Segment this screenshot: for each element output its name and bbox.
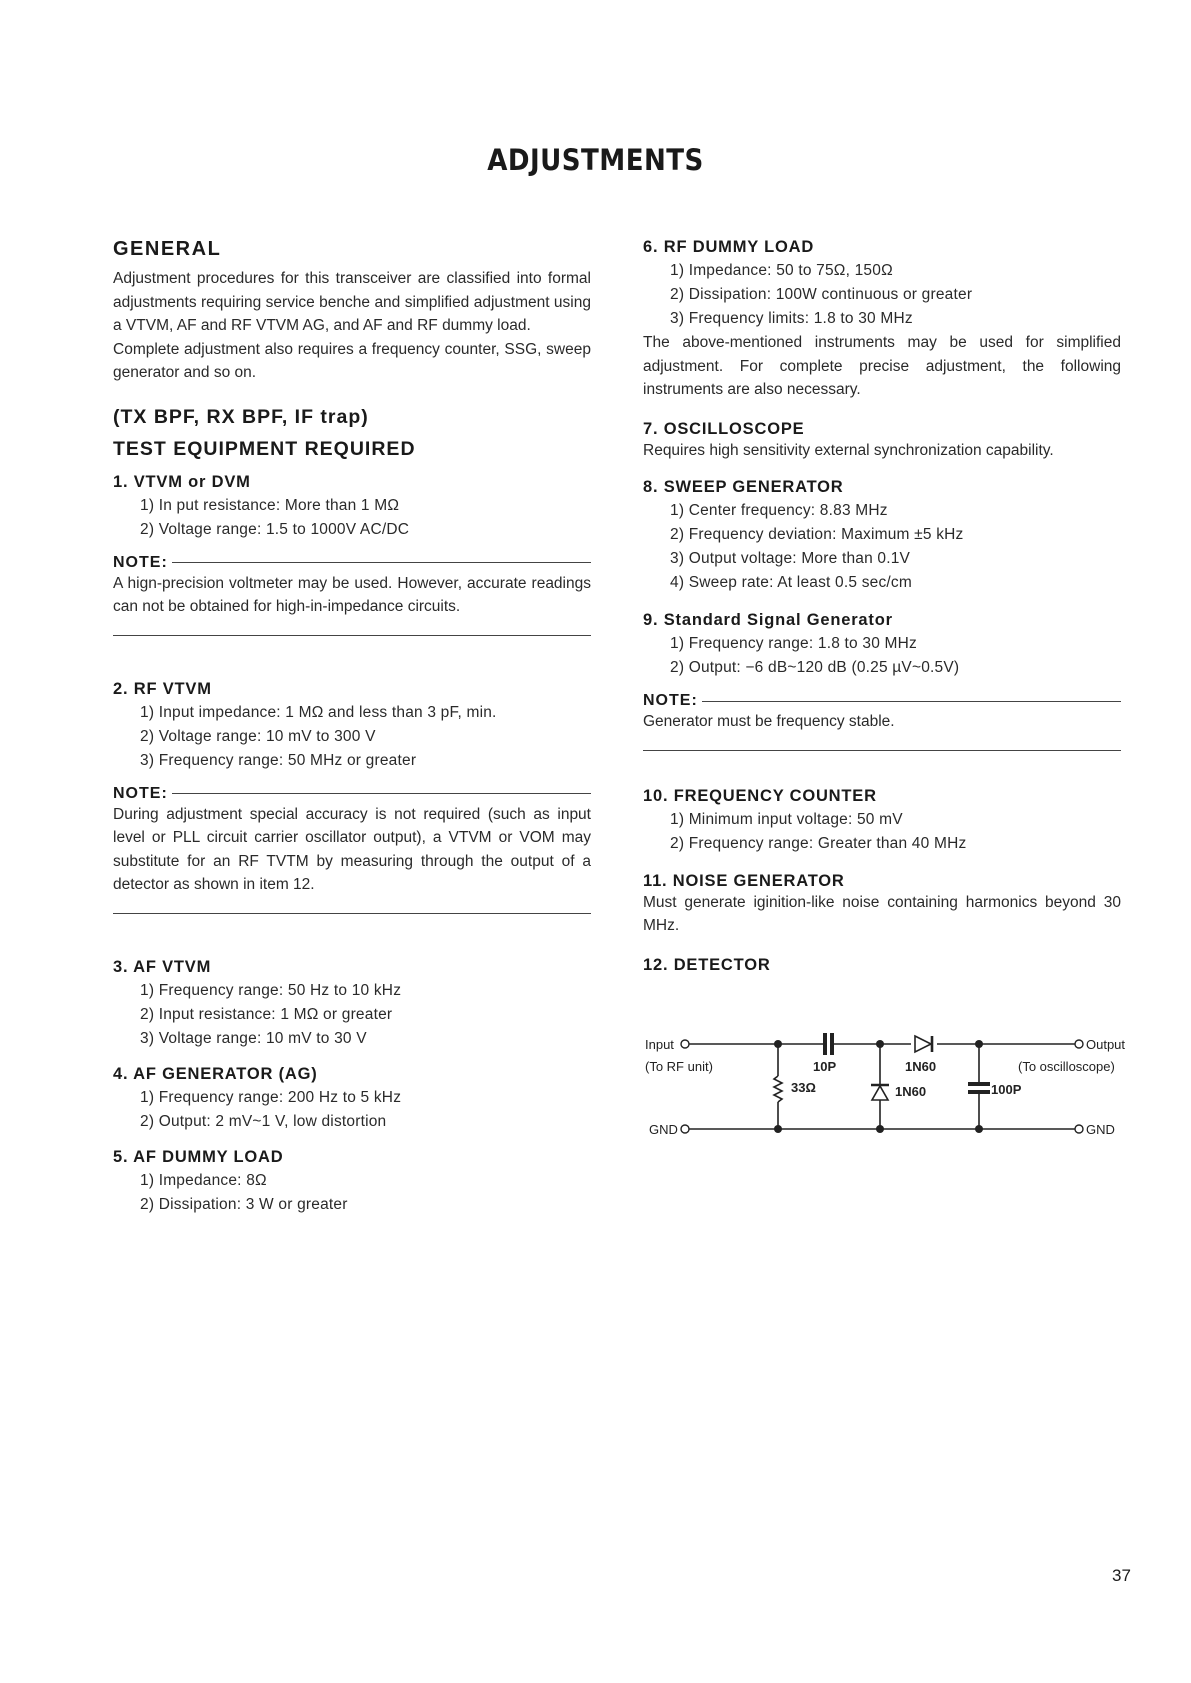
page-title: ADJUSTMENTS — [487, 143, 704, 177]
section-detector — [643, 956, 1121, 975]
note-end-rule — [113, 913, 591, 914]
output-terminal-icon — [1075, 1040, 1083, 1048]
resistor-label: 33Ω — [791, 1080, 816, 1095]
output-label: Output — [1086, 1037, 1126, 1052]
section-af-generator — [113, 1065, 591, 1134]
spec-item: 1) Impedance: 8Ω — [140, 1171, 267, 1189]
diode-shunt-icon — [871, 1085, 889, 1100]
spec-item: 2) Frequency deviation: Maximum ±5 kHz — [670, 526, 964, 543]
spec-item: 3) Voltage range: 10 mV to 30 V — [140, 1029, 367, 1047]
spec-item: 2) Output: 2 mV~1 V, low distortion — [140, 1112, 387, 1130]
spec-item: 1) Input impedance: 1 MΩ and less than 3 pF, min. — [140, 703, 497, 721]
note-label: NOTE: — [113, 784, 168, 802]
note-label: NOTE: — [113, 553, 168, 571]
spec-item: 2) Output: −6 dB~120 dB (0.25 µV~0.5V) — [670, 659, 960, 676]
general-paragraph-2: Complete adjustment also requires a frequency counter, SSG, sweep generator and so on. — [113, 340, 591, 381]
test-equipment-heading: TEST EQUIPMENT REQUIRED — [113, 437, 416, 460]
section-heading: 11. NOISE GENERATOR — [643, 871, 845, 890]
note-text: Generator must be frequency stable. — [643, 713, 895, 730]
section-oscilloscope — [643, 420, 1121, 463]
input-terminal-icon — [681, 1040, 689, 1048]
note-divider — [113, 785, 591, 803]
spec-item: 2) Frequency range: Greater than 40 MHz — [670, 834, 967, 852]
page-number: 37 — [1112, 1566, 1131, 1585]
diode-shunt-label: 1N60 — [895, 1084, 927, 1099]
section-frequency-counter — [643, 787, 1121, 856]
section-heading: 8. SWEEP GENERATOR — [643, 478, 844, 496]
section-text: Requires high sensitivity external synchronization capability. — [643, 441, 1054, 459]
section-heading: 5. AF DUMMY LOAD — [113, 1147, 284, 1166]
diode-series-label: 1N60 — [905, 1059, 937, 1074]
note-end-rule — [113, 635, 591, 636]
left-column — [113, 238, 591, 1217]
spec-item: 3) Output voltage: More than 0.1V — [670, 550, 911, 567]
note-rule — [172, 793, 591, 794]
section-noise-generator — [643, 872, 1121, 938]
spec-item: 2) Dissipation: 3 W or greater — [140, 1195, 348, 1213]
note-label: NOTE: — [643, 692, 698, 709]
spec-item: 1) Impedance: 50 to 75Ω, 150Ω — [670, 262, 893, 279]
cap2-label: 100P — [991, 1082, 1022, 1097]
general-heading: GENERAL — [113, 238, 222, 260]
section-heading: 4. AF GENERATOR (AG) — [113, 1064, 318, 1083]
section-heading: 10. FREQUENCY COUNTER — [643, 786, 877, 805]
instruments-paragraph: The above-mentioned instruments may be used for simplified adjustment. For complete precise adjustment, the following instruments are also necessary. — [643, 334, 1121, 398]
spec-item: 2) Dissipation: 100W continuous or greater — [670, 286, 973, 303]
input-sub-label: (To RF unit) — [645, 1059, 713, 1074]
spec-item: 2) Input resistance: 1 MΩ or greater — [140, 1005, 393, 1023]
diode-series-icon — [911, 1036, 937, 1052]
section-sweep-generator — [643, 478, 1121, 595]
gnd-terminal-icon — [681, 1125, 689, 1133]
section-heading: 9. Standard Signal Generator — [643, 611, 893, 629]
section-text: Must generate iginition-like noise containing harmonics beyond 30 MHz. — [643, 893, 1121, 934]
section-heading: 1. VTVM or DVM — [113, 472, 251, 491]
input-label: Input — [645, 1037, 674, 1052]
output-sub-label: (To oscilloscope) — [1018, 1059, 1115, 1074]
test-equipment-subtitle: (TX BPF, RX BPF, IF trap) — [113, 405, 369, 428]
section-heading: 2. RF VTVM — [113, 679, 212, 698]
spec-item: 1) Minimum input voltage: 50 mV — [670, 810, 903, 828]
spec-item: 2) Voltage range: 10 mV to 300 V — [140, 727, 376, 745]
gnd-left-label: GND — [649, 1122, 678, 1137]
section-heading: 3. AF VTVM — [113, 957, 212, 976]
note-text: A hign-precision voltmeter may be used. However, accurate readings can not be obtained for high-in-impedance circuits. — [113, 574, 591, 615]
capacitor-100p-icon — [968, 1082, 990, 1094]
section-heading: 6. RF DUMMY LOAD — [643, 238, 815, 256]
spec-item: 2) Voltage range: 1.5 to 1000V AC/DC — [140, 520, 410, 538]
gnd-right-label: GND — [1086, 1122, 1115, 1137]
spec-item: 3) Frequency limits: 1.8 to 30 MHz — [670, 310, 913, 327]
general-paragraph-1: Adjustment procedures for this transceiver are classified into formal adjustments requiring service benche and simplified adjustment using a VTVM, AF and RF VTVM AG, and AF and RF dummy load. — [113, 270, 591, 334]
spec-item: 3) Frequency range: 50 MHz or greater — [140, 751, 417, 769]
note-divider — [643, 692, 1121, 710]
section-heading: 7. OSCILLOSCOPE — [643, 419, 805, 438]
section-rf-dummy-load — [643, 238, 1121, 402]
capacitor-10p-icon — [823, 1033, 834, 1055]
section-vtvm-dvm — [113, 473, 591, 636]
section-rf-vtvm — [113, 680, 591, 914]
spec-item: 1) Frequency range: 200 Hz to 5 kHz — [140, 1088, 402, 1106]
spec-item: 1) Center frequency: 8.83 MHz — [670, 502, 888, 519]
note-rule — [172, 562, 591, 563]
note-end-rule — [643, 750, 1121, 751]
spec-item: 1) In put resistance: More than 1 MΩ — [140, 496, 400, 514]
spec-item: 4) Sweep rate: At least 0.5 sec/cm — [670, 574, 912, 591]
section-heading: 12. DETECTOR — [643, 955, 771, 974]
detector-circuit-diagram — [643, 1028, 1133, 1138]
spec-item: 1) Frequency range: 50 Hz to 10 kHz — [140, 981, 402, 999]
note-divider — [113, 554, 591, 572]
gnd-terminal-icon — [1075, 1125, 1083, 1133]
spec-item: 1) Frequency range: 1.8 to 30 MHz — [670, 635, 917, 652]
right-column — [643, 238, 1121, 975]
note-text: During adjustment special accuracy is not required (such as input level or PLL circuit carrier oscillator output), a VTVM or VOM may substitute for an RF TVTM by measuring through the output of a detector as shown in item 12. — [113, 805, 591, 893]
section-af-dummy-load — [113, 1148, 591, 1217]
cap1-label: 10P — [813, 1059, 837, 1074]
section-standard-signal-generator — [643, 611, 1121, 751]
note-rule — [702, 701, 1121, 702]
section-af-vtvm — [113, 958, 591, 1051]
